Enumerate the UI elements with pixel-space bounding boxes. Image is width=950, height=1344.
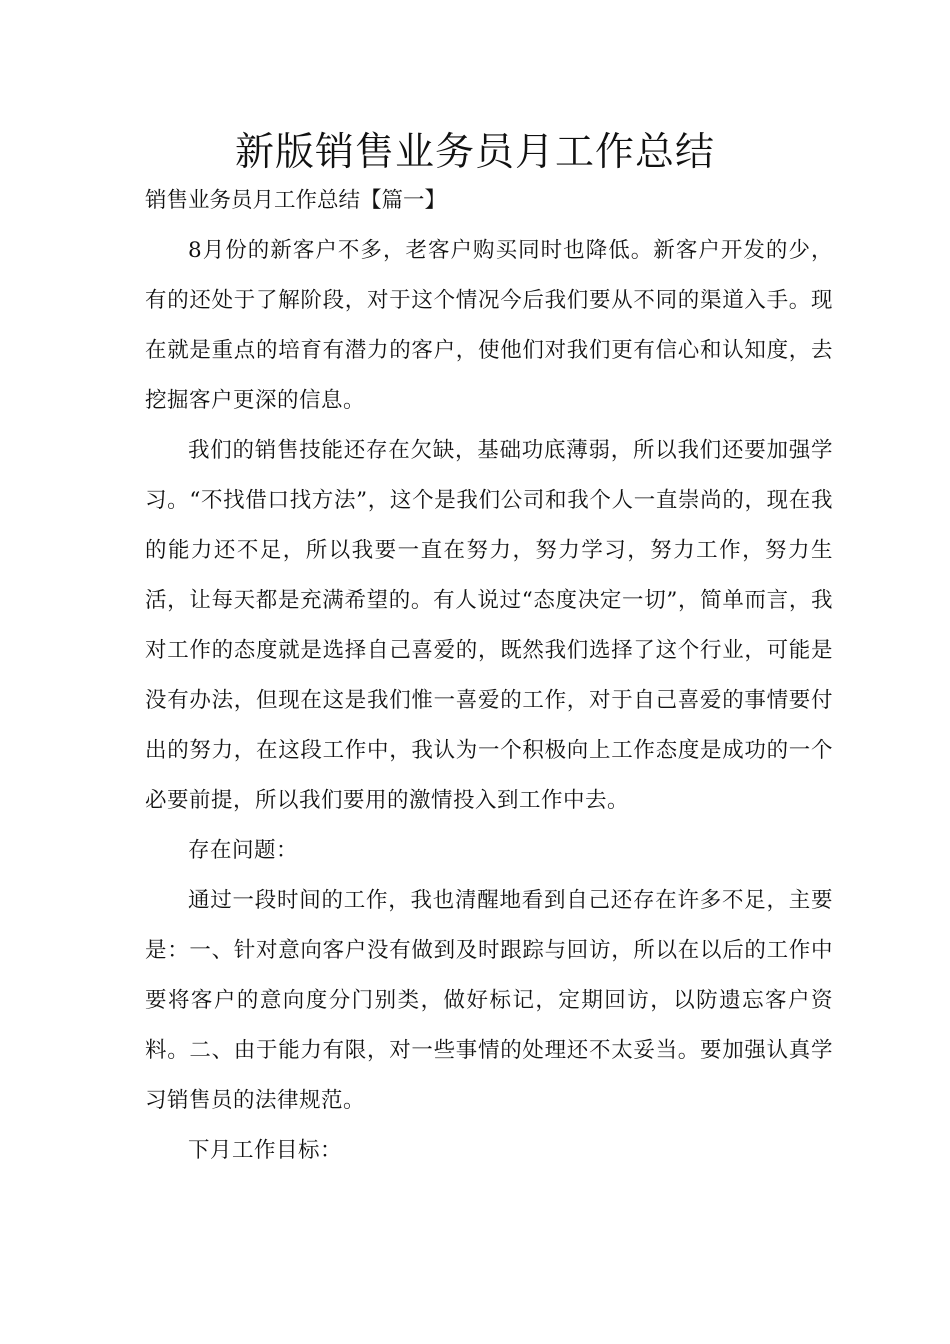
paragraph-sales-skills: 我们的销售技能还存在欠缺，基础功底薄弱，所以我们还要加强学习。“不找借口找方法”，这个是我们公司和我个人一直崇尚的，现在我的能力还不足，所以我要一直在努力，努力学习，努力工作，努力生活，让每天都是充满希望的。有人说过“态度决定一切”，简单而言，我对工作的态度就是选择自己喜爱的，既然我们选择了这个行业，可能是没有办法，但现在这是我们惟一喜爱的工作，对于自己喜爱的事情要付出的努力，在这段工作中，我认为一个积极向上工作态度是成功的一个必要前提，所以我们要用的激情投入到工作中去。 <box>145 438 833 813</box>
section-heading: 销售业务员月工作总结【篇一】 <box>145 188 447 213</box>
document-title: 新版销售业务员月工作总结 <box>234 130 715 175</box>
paragraph-new-customers: 8月份的新客户不多，老客户购买同时也降低。新客户开发的少，有的还处于了解阶段，对于这个情况今后我们要从不同的渠道入手。现在就是重点的培育有潜力的客户，使他们对我们更有信心和认知度，去挖掘客户更深的信息。 <box>145 238 833 413</box>
document-body <box>145 226 833 1176</box>
paragraph-problems-heading: 存在问题： <box>188 838 299 863</box>
paragraph-problems: 通过一段时间的工作，我也清醒地看到自己还存在许多不足，主要是：一、针对意向客户没有做到及时跟踪与回访，所以在以后的工作中要将客户的意向度分门别类，做好标记，定期回访，以防遗忘客户资料。二、由于能力有限，对一些事情的处理还不太妥当。要加强认真学习销售员的法律规范。 <box>145 888 833 1113</box>
paragraph-next-month-heading: 下月工作目标： <box>188 1138 343 1163</box>
